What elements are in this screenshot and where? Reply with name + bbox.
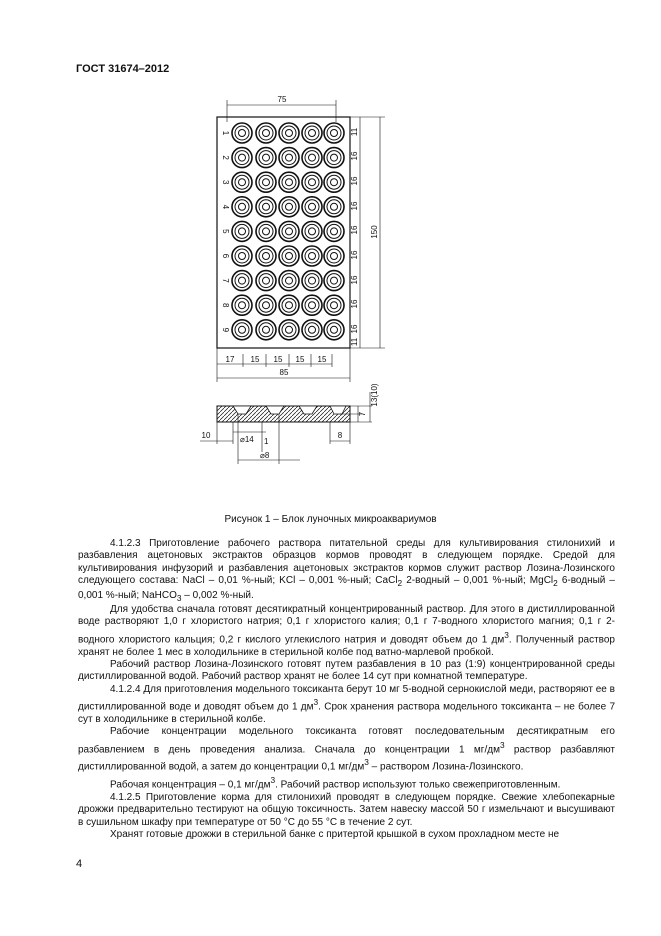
well-ring [235, 151, 249, 165]
well-ring [282, 298, 296, 312]
well-ring [309, 203, 316, 210]
well-ring [309, 302, 316, 309]
paragraph-4-1-2-4: 4.1.2.4 Для приготовления модельного токсиканта берут 10 мг 5-водной сернокислой меди, растворяют ее в дистиллированной воде и доводят объем до 1 $дм^3$. Срок хранения раствора модельного токсиканта – не более 7 сут в холодильнике в стерильной колбе. [78, 683, 615, 725]
microaquarium-block-drawing [180, 92, 400, 472]
row-number: 8 [221, 302, 230, 308]
dim-right-pitch: 16 [350, 275, 359, 285]
row-number: 4 [221, 204, 230, 210]
well-ring [235, 200, 249, 214]
well-ring [331, 228, 338, 235]
well-ring [327, 126, 341, 140]
dim-right-last: 11 [350, 337, 359, 347]
dim-section-height: 13(10) [370, 383, 379, 407]
well-ring [235, 224, 249, 238]
well-ring [239, 253, 246, 260]
well-ring [305, 175, 319, 189]
well-ring [331, 253, 338, 260]
row-number: 6 [221, 253, 230, 259]
row-number: 5 [221, 229, 230, 234]
well-ring [331, 130, 338, 137]
well-ring [259, 126, 273, 140]
well-ring [282, 200, 296, 214]
well-ring [263, 130, 270, 137]
paragraph-working-concentrations: Рабочие концентрации модельного токсиканта готовят последовательным десятикратным его разбавлением в день проведения анализа. Сначала до концентрации 1 $мг/дм^3$ раствор разбавляют дистиллированной водой, а затем до концентрации 0,1 $мг/дм^3$ – раствором Лозина-Лозинского. [78, 726, 615, 773]
well-ring [286, 154, 293, 161]
row-number: 3 [221, 179, 230, 185]
dim-right-pitch: 16 [350, 176, 359, 186]
well-ring [309, 277, 316, 284]
well-ring [331, 302, 338, 309]
well-ring [235, 323, 249, 337]
well-ring [305, 200, 319, 214]
well-ring [239, 277, 246, 284]
figure-caption: Рисунок 1 – Блок луночных микроаквариумов [224, 514, 437, 525]
well-ring [263, 302, 270, 309]
well-ring [263, 326, 270, 333]
bottom-dimension-chain [217, 348, 350, 382]
well-ring [282, 126, 296, 140]
dim-right-pitch: 16 [350, 151, 359, 161]
well-ring [259, 249, 273, 263]
well-ring [327, 151, 341, 165]
well-ring [327, 175, 341, 189]
well-ring [327, 249, 341, 263]
well-ring [235, 249, 249, 263]
row-number: 2 [221, 155, 230, 160]
paragraph-concentrate: Для удобства сначала готовят десятикратный концентрированный раствор. Для этого в дистиллированной воде растворяют 1,0 г хлористого натрия; 0,1 г хлористого калия; 0,1 г 7-водного хлористого магния; 0,1 г 2-водного хлористого кальция; 0,2 г кислого углекислого натрия и доводят объем до 1 $дм^3$. Полученный раствор хранят не более 1 мес в холодильнике в стерильной колбе под ватно-марлевой пробкой. [78, 604, 615, 658]
well-ring [331, 326, 338, 333]
well-ring [305, 151, 319, 165]
well-ring [239, 130, 246, 137]
well-ring [235, 274, 249, 288]
well-ring [259, 224, 273, 238]
well-ring [235, 175, 249, 189]
well-ring [286, 203, 293, 210]
well-ring [305, 274, 319, 288]
well-ring [327, 274, 341, 288]
well-ring [263, 203, 270, 210]
well-ring [286, 302, 293, 309]
well-ring [327, 298, 341, 312]
well-ring [331, 154, 338, 161]
paragraph-working-solution: Рабочий раствор Лозина-Лозинского готовят путем разбавления в 10 раз (1:9) концентрированной среды дистиллированной водой. Рабочий раствор хранят не более 14 сут при комнатной температуре. [78, 658, 615, 683]
technical-drawing [180, 92, 400, 472]
dim-bottom-total: 85 [279, 368, 289, 377]
well-ring [305, 224, 319, 238]
well-ring [282, 323, 296, 337]
well-ring [235, 298, 249, 312]
well-ring [286, 179, 293, 186]
well-ring [309, 253, 316, 260]
dim-top-width: 75 [277, 95, 287, 104]
well-ring [331, 179, 338, 186]
dim-bottom-pitch: 15 [250, 355, 260, 364]
well-ring [239, 179, 246, 186]
dim-section-depth: 7 [358, 411, 367, 417]
well-ring [259, 323, 273, 337]
well-ring [305, 249, 319, 263]
well-ring [286, 130, 293, 137]
well-ring [282, 249, 296, 263]
dim-well-inner: ⌀8 [260, 451, 270, 460]
body-text [78, 538, 615, 842]
well-ring [259, 151, 273, 165]
dim-bottom-pitch: 15 [317, 355, 327, 364]
row-number: 7 [221, 278, 230, 283]
dim-section-left: 10 [201, 431, 211, 440]
well-ring [235, 126, 249, 140]
well-ring [259, 175, 273, 189]
dim-right-pitch: 16 [350, 250, 359, 260]
well-ring [286, 326, 293, 333]
well-ring [259, 298, 273, 312]
page-number: 4 [76, 858, 83, 870]
well-ring [282, 274, 296, 288]
wells-grid [232, 123, 344, 340]
well-ring [286, 228, 293, 235]
well-ring [282, 175, 296, 189]
well-ring [286, 253, 293, 260]
row-number: 1 [221, 130, 230, 136]
dim-height-total: 150 [370, 225, 379, 239]
well-ring [282, 151, 296, 165]
well-ring [309, 179, 316, 186]
well-ring [331, 203, 338, 210]
well-ring [309, 154, 316, 161]
dim-right-pitch: 16 [350, 225, 359, 235]
right-dimension-chain [350, 117, 385, 348]
well-ring [282, 224, 296, 238]
dim-wall: 1 [264, 437, 269, 446]
cross-section [200, 383, 379, 464]
well-ring [263, 228, 270, 235]
well-ring [263, 154, 270, 161]
well-ring [263, 253, 270, 260]
well-ring [263, 277, 270, 284]
dim-right-pitch: 16 [350, 299, 359, 309]
dim-right-pitch: 16 [350, 324, 359, 334]
well-ring [286, 277, 293, 284]
dim-bottom-first: 17 [225, 355, 235, 364]
well-ring [239, 203, 246, 210]
paragraph-storage: Хранят готовые дрожжи в стерильной банке с притертой крышкой в сухом прохладном месте не [110, 829, 560, 841]
row-number: 9 [221, 327, 230, 333]
paragraph-4-1-2-5: 4.1.2.5 Приготовление корма для стилонихий проводят в следующем порядке. Свежие хлебопекарные дрожжи предварительно тестируют на общую токсичность. Затем навеску массой 50 г измельчают и высушивают в сушильном шкафу при температуре от 50 °С до 55 °С в течение 2 сут. [78, 791, 615, 828]
dim-bottom-pitch: 15 [273, 355, 283, 364]
well-ring [309, 130, 316, 137]
well-ring [239, 228, 246, 235]
well-ring [239, 302, 246, 309]
well-ring [309, 326, 316, 333]
well-ring [305, 323, 319, 337]
well-ring [331, 277, 338, 284]
well-ring [327, 323, 341, 337]
well-ring [327, 224, 341, 238]
row-numbers [221, 131, 230, 333]
dim-section-right: 8 [337, 431, 343, 440]
page-header: ГОСТ 31674–2012 [76, 63, 170, 75]
dim-right-first: 11 [350, 127, 359, 137]
well-ring [305, 126, 319, 140]
dim-well-outer: ⌀14 [240, 435, 254, 444]
dim-right-pitch: 16 [350, 201, 359, 211]
paragraph-working-concentration: Рабочая концентрация – 0,1 $мг/дм^3$. Рабочий раствор используют только свежеприготовленным. [110, 775, 561, 791]
well-ring [239, 326, 246, 333]
well-ring [239, 154, 246, 161]
well-ring [259, 274, 273, 288]
well-ring [327, 200, 341, 214]
well-ring [259, 200, 273, 214]
dim-bottom-pitch: 15 [295, 355, 305, 364]
well-ring [263, 179, 270, 186]
well-ring [309, 228, 316, 235]
paragraph-4-1-2-3: 4.1.2.3 Приготовление рабочего раствора питательной среды для культивирования стилонихий и разбавления ацетоновых экстрактов образцов кормов проводят в следующем порядке. Средой для культивирования инфузорий и разбавления ацетоновых экстрактов кормов служит раствор Лозина-Лозинского следующего состава: NaCl – 0,01 %-ный; KCl – 0,001 %-ный; CaCl$_2$ 2-водный – 0,001 %-ный; MgCl$_2$ 6-водный – 0,001 %-ный; NaHCO$_3$ – 0,002 %-ный. [78, 538, 615, 603]
well-ring [305, 298, 319, 312]
